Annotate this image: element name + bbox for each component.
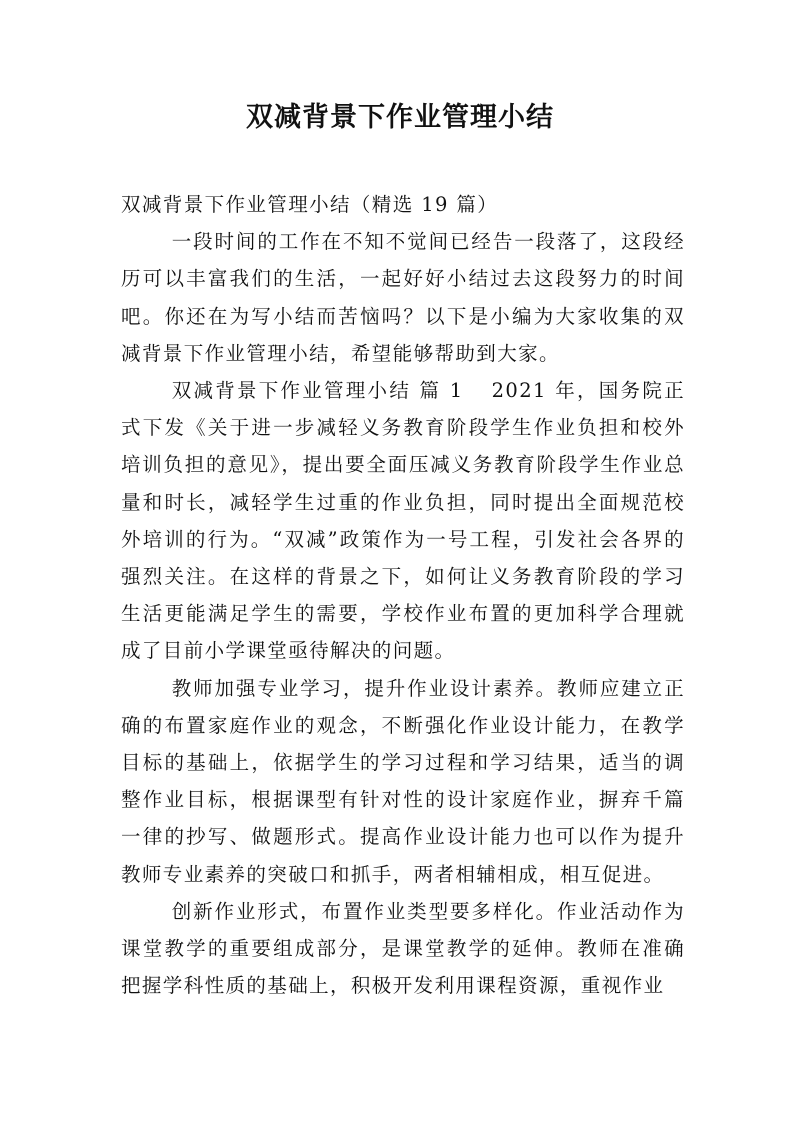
document-title: 双减背景下作业管理小结: [246, 102, 554, 133]
paragraph-2: 教师加强专业学习，提升作业设计素养。教师应建立正确的布置家庭作业的观念，不断强化作业设计能力，在教学目标的基础上，依据学生的学习过程和学习结果，适当的调整作业目标，根据课型有针对性的设计家庭作业，摒弃千篇一律的抄写、做题形式。提高作业设计能力也可以作为提升教师专业素养的突破口和抓手，两者相辅相成，相互促进。: [121, 676, 685, 886]
document-subtitle: 双减背景下作业管理小结（精选 19 篇）: [121, 193, 499, 216]
intro-paragraph: 一段时间的工作在不知不觉间已经告一段落了，这段经历可以丰富我们的生活，一起好好小结过去这段努力的时间吧。你还在为写小结而苦恼吗？以下是小编为大家收集的双减背景下作业管理小结，希望能够帮助到大家。: [121, 230, 685, 365]
section-1-body: 2021 年，国务院正式下发《关于进一步减轻义务教育阶段学生作业负担和校外培训负担的意见》，提出要全面压减义务教育阶段学生作业总量和时长，减轻学生过重的作业负担，同时提出全面规范校外培训的行为。“双减”政策作为一号工程，引发社会各界的强烈关注。在这样的背景之下，如何让义务教育阶段的学习生活更能满足学生的需要，学校作业布置的更加科学合理就成了目前小学课堂亟待解决的问题。: [121, 379, 685, 663]
section-1-paragraph: [121, 372, 685, 670]
paragraph-3: 创新作业形式，布置作业类型要多样化。作业活动作为课堂教学的重要组成部分，是课堂教学的延伸。教师在准确把握学科性质的基础上，积极开发利用课程资源，重视作业: [121, 899, 685, 998]
section-1-heading: 双减背景下作业管理小结 篇 1: [171, 379, 464, 403]
document-body: [121, 186, 685, 1004]
